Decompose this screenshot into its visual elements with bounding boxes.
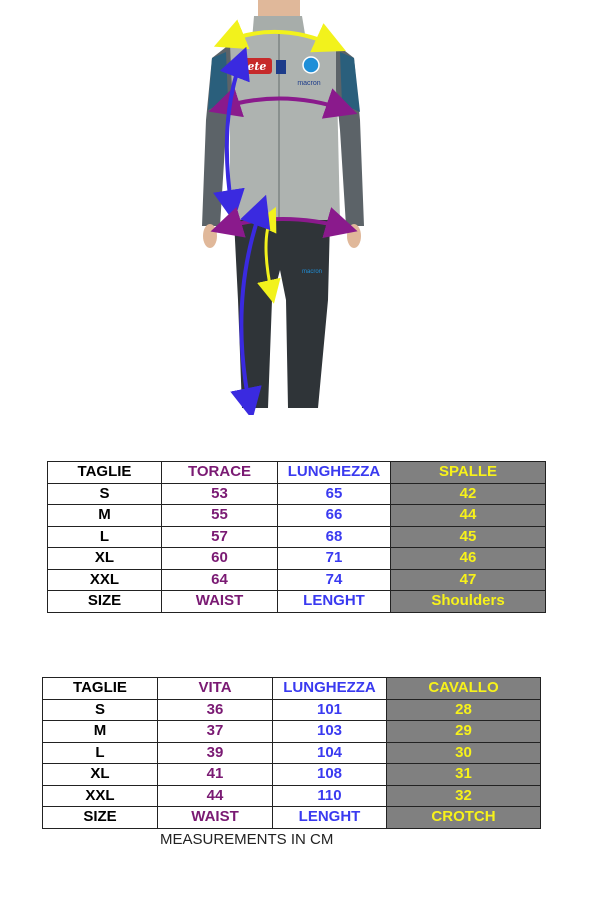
- footer-row: [43, 807, 541, 829]
- table-cell: WAIST: [158, 807, 273, 829]
- sponsor-logo-text: Lete: [239, 60, 267, 73]
- jacket-table-body: [48, 462, 546, 613]
- table-cell: 30: [387, 742, 541, 764]
- table-cell: 71: [278, 548, 391, 570]
- table-cell: S: [48, 483, 162, 505]
- table-row: [43, 764, 541, 786]
- table-cell: 103: [273, 721, 387, 743]
- table-row: [48, 483, 546, 505]
- table-cell: TAGLIE: [43, 678, 158, 700]
- table-cell: XXL: [43, 785, 158, 807]
- table-cell: S: [43, 699, 158, 721]
- table-row: [43, 742, 541, 764]
- table-cell: L: [48, 526, 162, 548]
- table-cell: LENGHT: [273, 807, 387, 829]
- table-cell: VITA: [158, 678, 273, 700]
- table-cell: Shoulders: [391, 591, 546, 613]
- table-row: [43, 699, 541, 721]
- table-cell: 32: [387, 785, 541, 807]
- header-row: [48, 462, 546, 484]
- table-cell: M: [48, 505, 162, 527]
- table-cell: CAVALLO: [387, 678, 541, 700]
- header-row: [43, 678, 541, 700]
- table-cell: M: [43, 721, 158, 743]
- table-cell: 60: [162, 548, 278, 570]
- table-cell: 110: [273, 785, 387, 807]
- table-row: [48, 548, 546, 570]
- pants-table-body: [43, 678, 541, 829]
- table-cell: SIZE: [43, 807, 158, 829]
- table-cell: 42: [391, 483, 546, 505]
- table-cell: SPALLE: [391, 462, 546, 484]
- table-cell: TAGLIE: [48, 462, 162, 484]
- table-cell: 28: [387, 699, 541, 721]
- table-row: [48, 505, 546, 527]
- table-row: [43, 721, 541, 743]
- table-cell: 55: [162, 505, 278, 527]
- table-cell: WAIST: [162, 591, 278, 613]
- table-cell: LENGHT: [278, 591, 391, 613]
- table-cell: 36: [158, 699, 273, 721]
- table-cell: 39: [158, 742, 273, 764]
- table-row: [48, 569, 546, 591]
- table-cell: 29: [387, 721, 541, 743]
- table-cell: L: [43, 742, 158, 764]
- footer-row: [48, 591, 546, 613]
- jacket-size-table: [47, 461, 546, 613]
- mannequin-neck: [258, 0, 300, 18]
- table-cell: 47: [391, 569, 546, 591]
- table-cell: XL: [43, 764, 158, 786]
- table-cell: 65: [278, 483, 391, 505]
- table-cell: 45: [391, 526, 546, 548]
- measurements-note: MEASUREMENTS IN CM: [160, 831, 334, 848]
- table-cell: SIZE: [48, 591, 162, 613]
- tracksuit-figure: [190, 0, 380, 415]
- table-cell: XXL: [48, 569, 162, 591]
- table-cell: 46: [391, 548, 546, 570]
- table-row: [48, 526, 546, 548]
- table-cell: 64: [162, 569, 278, 591]
- club-crest-icon: [303, 57, 319, 73]
- pants-size-table: [42, 677, 541, 829]
- table-cell: 57: [162, 526, 278, 548]
- brand-text: macron: [297, 80, 321, 87]
- table-cell: XL: [48, 548, 162, 570]
- table-cell: 31: [387, 764, 541, 786]
- table-row: [43, 785, 541, 807]
- table-cell: 68: [278, 526, 391, 548]
- table-cell: 53: [162, 483, 278, 505]
- table-cell: LUNGHEZZA: [273, 678, 387, 700]
- table-cell: 44: [391, 505, 546, 527]
- table-cell: 101: [273, 699, 387, 721]
- table-cell: 44: [158, 785, 273, 807]
- table-cell: 104: [273, 742, 387, 764]
- brand-crest-icon: [276, 60, 286, 74]
- table-cell: LUNGHEZZA: [278, 462, 391, 484]
- table-cell: 74: [278, 569, 391, 591]
- table-cell: 108: [273, 764, 387, 786]
- table-cell: 41: [158, 764, 273, 786]
- table-cell: CROTCH: [387, 807, 541, 829]
- table-cell: TORACE: [162, 462, 278, 484]
- svg-text:macron: macron: [301, 269, 323, 275]
- table-cell: 66: [278, 505, 391, 527]
- table-cell: 37: [158, 721, 273, 743]
